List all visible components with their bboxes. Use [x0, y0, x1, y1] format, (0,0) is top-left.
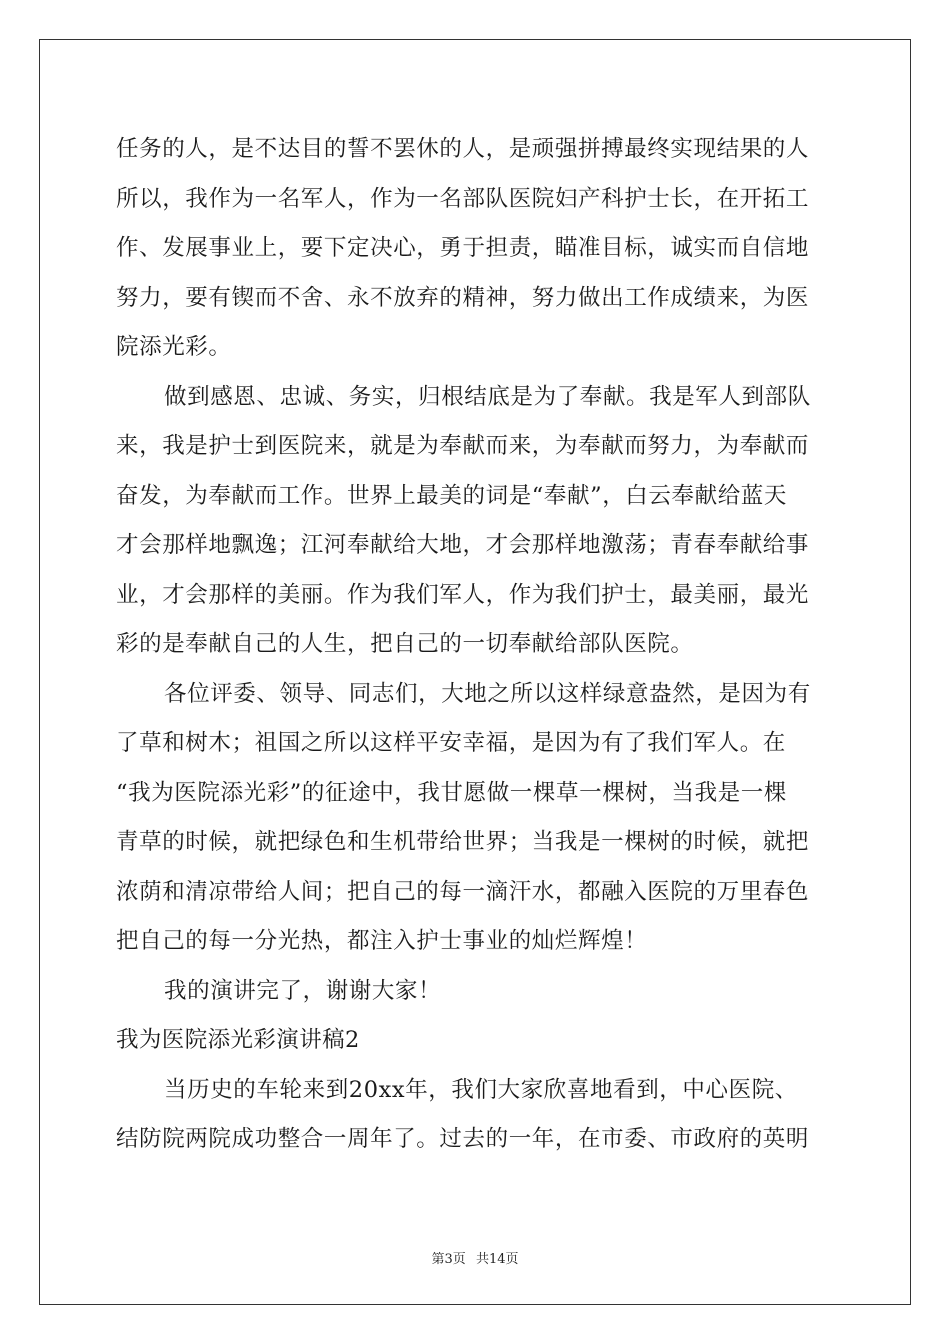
text-line: 了草和树木；祖国之所以这样平安幸福，是因为有了我们军人。在 [116, 730, 786, 756]
text-line: 努力，要有锲而不舍、永不放弃的精神，努力做出工作成绩来，为医 [116, 284, 810, 311]
paragraph-start-line: 我的演讲完了，谢谢大家！ [164, 977, 442, 1004]
text-line: 业，才会那样的美丽。作为我们军人，作为我们护士，最美丽，最光 [116, 581, 810, 608]
text-line: 任务的人，是不达目的誓不罢休的人，是顽强拼搏最终实现结果的人 [116, 136, 810, 162]
text-line: 所以，我作为一名军人，作为一名部队医院妇产科护士长，在开拓工 [116, 185, 810, 212]
document-body [116, 125, 836, 1165]
text-line: 彩的是奉献自己的人生，把自己的一切奉献给部队医院。 [116, 631, 694, 657]
paragraph-start-line: 当历史的车轮来到20xx年，我们大家欣喜地看到，中心医院、 [164, 1076, 798, 1103]
text-line: 奋发，为奉献而工作。世界上最美的词是“奉献”，白云奉献给蓝天 [116, 482, 788, 509]
text-line: 才会那样地飘逸；江河奉献给大地，才会那样地激荡；青春奉献给事 [116, 532, 810, 558]
current-page-number: 第3页 [431, 1252, 466, 1267]
text-line: 浓荫和清凉带给人间；把自己的每一滴汗水，都融入医院的万里春色 [116, 878, 810, 905]
paragraph-start-line: 做到感恩、忠诚、务实，归根结底是为了奉献。我是军人到部队 [164, 383, 811, 410]
text-line: 结防院两院成功整合一周年了。过去的一年，在市委、市政府的英明 [116, 1126, 810, 1152]
text-line: 来，我是护士到医院来，就是为奉献而来，为奉献而努力，为奉献而 [116, 433, 810, 459]
page-footer [0, 1248, 950, 1267]
paragraph-start-line: 各位评委、领导、同志们，大地之所以这样绿意盎然，是因为有 [164, 680, 811, 707]
text-line: 把自己的每一分光热，都注入护士事业的灿烂辉煌！ [116, 928, 648, 954]
text-line: “我为医院添光彩”的征途中，我甘愿做一棵草一棵树，当我是一棵 [116, 779, 788, 806]
text-line: 院添光彩。 [116, 334, 232, 360]
text-line: 作、发展事业上，要下定决心，勇于担责，瞄准目标，诚实而自信地 [116, 235, 810, 261]
section-heading: 我为医院添光彩演讲稿2 [116, 1027, 360, 1053]
total-page-count: 共14页 [475, 1252, 519, 1267]
text-line: 青草的时候，就把绿色和生机带给世界；当我是一棵树的时候，就把 [116, 829, 810, 855]
